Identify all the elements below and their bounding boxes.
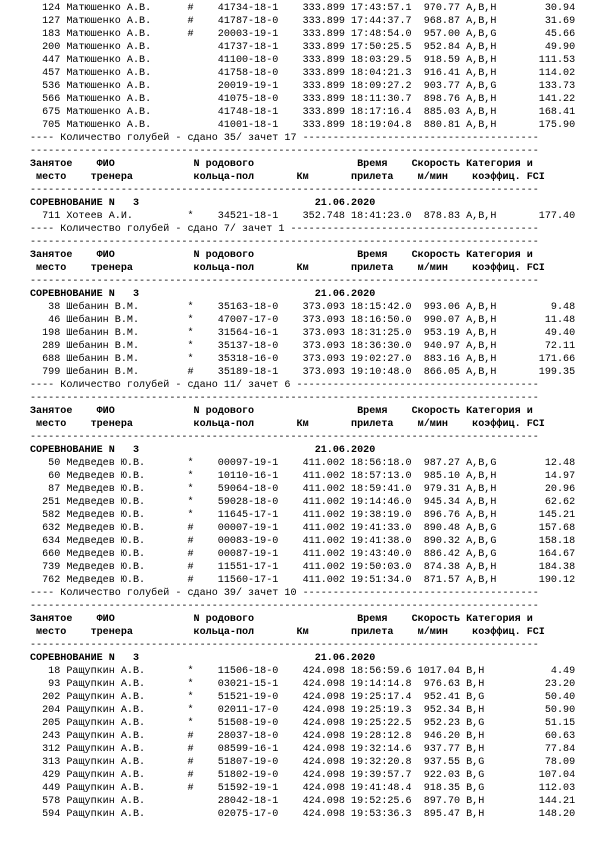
text-line: 447 Матюшенко А.В. 41100-18-0 333.899 18:03:29.5 918.59 A,B,H 111.53 xyxy=(30,55,576,66)
text-line: 688 Шебанин В.М. * 35318-16-0 373.093 19:02:27.0 883.16 A,B,H 171.66 xyxy=(30,354,576,365)
text-line: ---- Количество голубей - сдано 11/ зачет 6 ---------------------------------------- xyxy=(30,380,539,391)
text-line: ------------------------------------------------------------------------------------ xyxy=(30,276,539,287)
text-line: 660 Медведев Ю.В. # 00087-19-1 411.002 19:43:40.0 886.42 A,B,G 164.67 xyxy=(30,549,576,560)
text-line: СОРЕВНОВАНИЕ N 3 21.06.2020 xyxy=(30,289,376,300)
text-line: 457 Матюшенко А.В. 41758-18-0 333.899 18:04:21.3 916.41 A,B,H 114.02 xyxy=(30,68,576,79)
text-line: 200 Матюшенко А.В. 41737-18-1 333.899 17:50:25.5 952.84 A,B,H 49.90 xyxy=(30,42,576,53)
text-line: место тренера кольца-пол Км прилета м/мин коэффиц. FCI xyxy=(30,263,545,274)
text-line: СОРЕВНОВАНИЕ N 3 21.06.2020 xyxy=(30,445,376,456)
text-line: 429 Ращупкин А.В. # 51802-19-0 424.098 19:39:57.7 922.03 B,G 107.04 xyxy=(30,770,576,781)
text-line: Занятое ФИО N родового Время Скорость Категория и xyxy=(30,159,533,170)
text-line: место тренера кольца-пол Км прилета м/мин коэффиц. FCI xyxy=(30,172,545,183)
text-line: 578 Ращупкин А.В. 28042-18-1 424.098 19:52:25.6 897.70 B,H 144.21 xyxy=(30,796,576,807)
text-line: 289 Шебанин В.М. * 35137-18-0 373.093 18:36:30.0 940.97 A,B,H 72.11 xyxy=(30,341,576,352)
text-line: 705 Матюшенко А.В. 41001-18-1 333.899 18:19:04.8 880.81 A,B,H 175.90 xyxy=(30,120,576,131)
text-line: ------------------------------------------------------------------------------------ xyxy=(30,393,539,404)
text-line: 18 Ращупкин А.В. * 11506-18-0 424.098 18:56:59.6 1017.04 B,H 4.49 xyxy=(30,666,576,677)
text-line: 50 Медведев Ю.В. * 00097-19-1 411.002 18:56:18.0 987.27 A,B,G 12.48 xyxy=(30,458,576,469)
text-line: место тренера кольца-пол Км прилета м/мин коэффиц. FCI xyxy=(30,419,545,430)
text-line: 449 Ращупкин А.В. # 51592-19-1 424.098 19:41:48.4 918.35 B,G 112.03 xyxy=(30,783,576,794)
text-line: 312 Ращупкин А.В. # 08599-16-1 424.098 19:32:14.6 937.77 B,H 77.84 xyxy=(30,744,576,755)
text-line: ---- Количество голубей - сдано 35/ зачет 17 --------------------------------------- xyxy=(30,133,539,144)
text-line: ------------------------------------------------------------------------------------ xyxy=(30,601,539,612)
text-line: 198 Шебанин В.М. * 31564-16-1 373.093 18:31:25.0 953.19 A,B,H 49.40 xyxy=(30,328,576,339)
text-line: 566 Матюшенко А.В. 41075-18-0 333.899 18:11:30.7 898.76 A,B,H 141.22 xyxy=(30,94,576,105)
text-line: 243 Ращупкин А.В. # 28037-18-0 424.098 19:28:12.8 946.20 B,H 60.63 xyxy=(30,731,576,742)
text-line: ------------------------------------------------------------------------------------ xyxy=(30,146,539,157)
text-line: 251 Медведев Ю.В. * 59028-18-0 411.002 19:14:46.0 945.34 A,B,H 62.62 xyxy=(30,497,576,508)
text-line: место тренера кольца-пол Км прилета м/мин коэффиц. FCI xyxy=(30,627,545,638)
text-line: 675 Матюшенко А.В. 41748-18-1 333.899 18:17:16.4 885.03 A,B,H 168.41 xyxy=(30,107,576,118)
text-line: 127 Матюшенко А.В. # 41787-18-0 333.899 17:44:37.7 968.87 A,B,H 31.69 xyxy=(30,16,576,27)
text-line: 204 Ращупкин А.В. * 02011-17-0 424.098 19:25:19.3 952.34 B,H 50.90 xyxy=(30,705,576,716)
text-line: 205 Ращупкин А.В. * 51508-19-0 424.098 19:25:22.5 952.23 B,G 51.15 xyxy=(30,718,576,729)
text-line: 46 Шебанин В.М. * 47007-17-0 373.093 18:16:50.0 990.07 A,B,H 11.48 xyxy=(30,315,576,326)
text-line: Занятое ФИО N родового Время Скорость Категория и xyxy=(30,614,533,625)
text-line: 799 Шебанин В.М. # 35189-18-1 373.093 19:10:48.0 866.05 A,B,H 199.35 xyxy=(30,367,576,378)
text-line: 634 Медведев Ю.В. # 00083-19-0 411.002 19:41:38.0 890.32 A,B,G 158.18 xyxy=(30,536,576,547)
text-line: ------------------------------------------------------------------------------------ xyxy=(30,640,539,651)
text-line: 762 Медведев Ю.В. # 11560-17-1 411.002 19:51:34.0 871.57 A,B,H 190.12 xyxy=(30,575,576,586)
text-line: Занятое ФИО N родового Время Скорость Категория и xyxy=(30,406,533,417)
text-line: 38 Шебанин В.М. * 35163-18-0 373.093 18:15:42.0 993.06 A,B,H 9.48 xyxy=(30,302,576,313)
text-line: СОРЕВНОВАНИЕ N 3 21.06.2020 xyxy=(30,653,376,664)
text-line: 60 Медведев Ю.В. * 10110-16-1 411.002 18:57:13.0 985.10 A,B,H 14.97 xyxy=(30,471,576,482)
text-line: 536 Матюшенко А.В. 20019-19-1 333.899 18:09:27.2 903.77 A,B,G 133.73 xyxy=(30,81,576,92)
text-line: 202 Ращупкин А.В. * 51521-19-0 424.098 19:25:17.4 952.41 B,G 50.40 xyxy=(30,692,576,703)
text-line: ------------------------------------------------------------------------------------ xyxy=(30,432,539,443)
text-line: 739 Медведев Ю.В. # 11551-17-1 411.002 19:50:03.0 874.38 A,B,H 184.38 xyxy=(30,562,576,573)
text-line: 93 Ращупкин А.В. * 03021-15-1 424.098 19:14:14.8 976.63 B,H 23.20 xyxy=(30,679,576,690)
text-line: СОРЕВНОВАНИЕ N 3 21.06.2020 xyxy=(30,198,376,209)
text-line: 124 Матюшенко А.В. # 41734-18-1 333.899 17:43:57.1 970.77 A,B,H 30.94 xyxy=(30,3,576,14)
text-line: 183 Матюшенко А.В. # 20003-19-1 333.899 17:48:54.0 957.00 A,B,G 45.66 xyxy=(30,29,576,40)
text-line: 594 Ращупкин А.В. 02075-17-0 424.098 19:53:36.3 895.47 B,H 148.20 xyxy=(30,809,576,820)
text-line: 582 Медведев Ю.В. * 11645-17-1 411.002 19:38:19.0 896.76 A,B,H 145.21 xyxy=(30,510,576,521)
text-line: ------------------------------------------------------------------------------------ xyxy=(30,237,539,248)
text-line: 711 Хотеев А.И. * 34521-18-1 352.748 18:41:23.0 878.83 A,B,H 177.40 xyxy=(30,211,576,222)
text-line: 632 Медведев Ю.В. # 00007-19-1 411.002 19:41:33.0 890.48 A,B,G 157.68 xyxy=(30,523,576,534)
text-line: 87 Медведев Ю.В. * 59064-18-0 411.002 18:59:41.0 979.31 A,B,H 20.96 xyxy=(30,484,576,495)
text-line: ---- Количество голубей - сдано 7/ зачет 1 ----------------------------------------- xyxy=(30,224,539,235)
text-line: 313 Ращупкин А.В. # 51807-19-0 424.098 19:32:20.8 937.55 B,G 78.09 xyxy=(30,757,576,768)
text-line: Занятое ФИО N родового Время Скорость Категория и xyxy=(30,250,533,261)
text-line: ---- Количество голубей - сдано 39/ зачет 10 --------------------------------------- xyxy=(30,588,539,599)
text-line: ------------------------------------------------------------------------------------ xyxy=(30,185,539,196)
